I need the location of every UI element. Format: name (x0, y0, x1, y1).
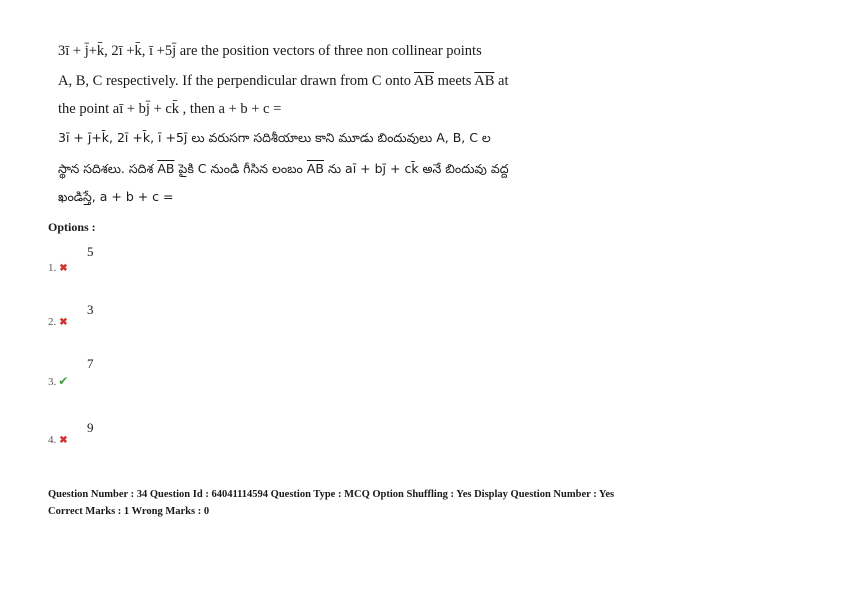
options-label: Options : (48, 220, 96, 234)
option-2-marker (48, 316, 68, 328)
vector-ab: $\overline{AB}$ (413, 73, 434, 89)
question-meta-line-2: Correct Marks : 1 Wrong Marks : 0 (48, 506, 210, 517)
question-text: at (494, 73, 509, 89)
option-3-marker (48, 374, 68, 389)
option-1-value: 5 (87, 244, 94, 259)
vector-expression: 3ī + j̄+k̄, 2ī +k̄, ī +5j̄ (58, 43, 180, 59)
option-number: 3. (48, 376, 57, 388)
question-text: ను aī + bj̄ + ck̄ అనే బిందువు వద్ద (324, 161, 509, 176)
question-text: meets (433, 73, 475, 89)
cross-icon: ✖ (59, 263, 68, 274)
question-en-line-2 (58, 72, 509, 90)
option-3-value: 7 (87, 356, 94, 371)
question-te-line-2 (58, 160, 509, 178)
question-en-line-3: the point aī + bj̄ + ck̄ , then a + b + c = (58, 101, 282, 117)
question-meta-line-1: Question Number : 34 Question Id : 64041114594 Question Type : MCQ Option Shuffling : Yes Display Question Number : Yes (48, 489, 615, 500)
option-1-marker (48, 262, 68, 274)
vector-ab: $\overline{AB}$ (306, 161, 325, 176)
checkmark-icon: ✔ (58, 374, 69, 388)
question-text: are the position vectors of three non collinear points (179, 43, 482, 59)
option-number: 2. (48, 316, 57, 328)
vector-ab: $\overline{AB}$ (474, 73, 495, 89)
vector-ab: $\overline{AB}$ (157, 161, 175, 176)
option-4-value: 9 (87, 420, 94, 435)
cross-icon: ✖ (59, 317, 68, 328)
option-4-marker (48, 434, 68, 446)
question-text: స్థాన సదిశలు. సదిశ (58, 161, 158, 176)
question-text: A, B, C respectively. If the perpendicular drawn from C onto (58, 73, 414, 89)
option-number: 1. (48, 262, 57, 274)
question-te-line-1: 3ī + j̄+k̄, 2ī +k̄, ī +5j̄ లు వరుసగా సదిశీయాలు కాని మూడు బిందువులు A, B, C ల (58, 130, 491, 145)
question-en-line-1 (58, 42, 482, 60)
question-text: పైకి C నుండి గీసిన లంబం (174, 161, 307, 176)
option-2-value: 3 (87, 302, 94, 317)
cross-icon: ✖ (59, 435, 68, 446)
option-number: 4. (48, 434, 57, 446)
question-te-line-3: ఖండిస్తే, a + b + c = (58, 189, 174, 204)
